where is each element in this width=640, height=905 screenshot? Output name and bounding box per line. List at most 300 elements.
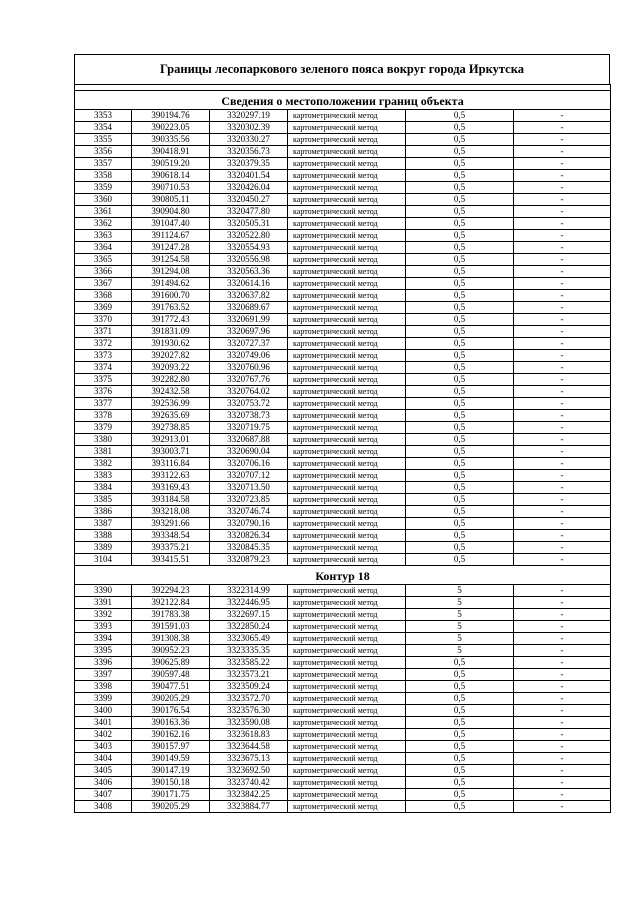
- note-cell: -: [514, 434, 611, 446]
- note-cell: -: [514, 134, 611, 146]
- point-number-cell: 3403: [75, 741, 132, 753]
- accuracy-cell: 0,5: [406, 542, 514, 554]
- table-row: [75, 542, 611, 554]
- document-title: Границы лесопаркового зеленого пояса вокруг города Иркутска: [160, 62, 524, 76]
- accuracy-cell: 0,5: [406, 374, 514, 386]
- accuracy-cell: 0,5: [406, 182, 514, 194]
- y-coordinate-cell: 3320554.93: [210, 242, 288, 254]
- x-coordinate-cell: 391763.52: [132, 302, 210, 314]
- note-cell: -: [514, 657, 611, 669]
- y-coordinate-cell: 3320330.27: [210, 134, 288, 146]
- table-row: [75, 506, 611, 518]
- table-row: [75, 386, 611, 398]
- x-coordinate-cell: 390597.48: [132, 669, 210, 681]
- x-coordinate-cell: 393218.08: [132, 506, 210, 518]
- x-coordinate-cell: 393122.63: [132, 470, 210, 482]
- accuracy-cell: 0,5: [406, 777, 514, 789]
- accuracy-cell: 5: [406, 585, 514, 597]
- note-cell: -: [514, 194, 611, 206]
- x-coordinate-cell: 390418.91: [132, 146, 210, 158]
- table-row: [75, 206, 611, 218]
- table-row: [75, 518, 611, 530]
- x-coordinate-cell: 391294.08: [132, 266, 210, 278]
- point-number-cell: 3357: [75, 158, 132, 170]
- note-cell: -: [514, 290, 611, 302]
- y-coordinate-cell: 3320746.74: [210, 506, 288, 518]
- note-cell: -: [514, 410, 611, 422]
- point-number-cell: 3371: [75, 326, 132, 338]
- x-coordinate-cell: 393375.21: [132, 542, 210, 554]
- x-coordinate-cell: 391930.62: [132, 338, 210, 350]
- accuracy-cell: 0,5: [406, 717, 514, 729]
- x-coordinate-cell: 391247.28: [132, 242, 210, 254]
- method-cell: картометрический метод: [288, 729, 406, 741]
- table-row: [75, 530, 611, 542]
- table-row: [75, 314, 611, 326]
- y-coordinate-cell: 3320738.73: [210, 410, 288, 422]
- x-coordinate-cell: 391047.40: [132, 218, 210, 230]
- method-cell: картометрический метод: [288, 506, 406, 518]
- method-cell: картометрический метод: [288, 158, 406, 170]
- y-coordinate-cell: 3322446.95: [210, 597, 288, 609]
- table-row: [75, 585, 611, 597]
- method-cell: картометрический метод: [288, 446, 406, 458]
- table-row: [75, 182, 611, 194]
- accuracy-cell: 5: [406, 645, 514, 657]
- accuracy-cell: 0,5: [406, 338, 514, 350]
- x-coordinate-cell: 390205.29: [132, 801, 210, 813]
- point-number-cell: 3407: [75, 789, 132, 801]
- method-cell: картометрический метод: [288, 470, 406, 482]
- y-coordinate-cell: 3320690.04: [210, 446, 288, 458]
- table-row: [75, 633, 611, 645]
- point-number-cell: 3382: [75, 458, 132, 470]
- note-cell: -: [514, 645, 611, 657]
- method-cell: картометрический метод: [288, 518, 406, 530]
- point-number-cell: 3370: [75, 314, 132, 326]
- note-cell: -: [514, 801, 611, 813]
- x-coordinate-cell: 390952.23: [132, 645, 210, 657]
- point-number-cell: 3367: [75, 278, 132, 290]
- x-coordinate-cell: 390223.05: [132, 122, 210, 134]
- accuracy-cell: 0,5: [406, 194, 514, 206]
- table-row: [75, 645, 611, 657]
- y-coordinate-cell: 3320845.35: [210, 542, 288, 554]
- method-cell: картометрический метод: [288, 398, 406, 410]
- note-cell: -: [514, 350, 611, 362]
- section-header-row: [75, 91, 611, 110]
- table-row: [75, 170, 611, 182]
- point-number-cell: 3390: [75, 585, 132, 597]
- point-number-cell: 3405: [75, 765, 132, 777]
- note-cell: -: [514, 542, 611, 554]
- note-cell: -: [514, 122, 611, 134]
- note-cell: -: [514, 789, 611, 801]
- method-cell: картометрический метод: [288, 669, 406, 681]
- x-coordinate-cell: 392738.85: [132, 422, 210, 434]
- method-cell: картометрический метод: [288, 657, 406, 669]
- table-row: [75, 717, 611, 729]
- y-coordinate-cell: 3320689.67: [210, 302, 288, 314]
- accuracy-cell: 0,5: [406, 398, 514, 410]
- accuracy-cell: 0,5: [406, 458, 514, 470]
- method-cell: картометрический метод: [288, 374, 406, 386]
- y-coordinate-cell: 3320556.98: [210, 254, 288, 266]
- note-cell: -: [514, 422, 611, 434]
- x-coordinate-cell: 392432.58: [132, 386, 210, 398]
- x-coordinate-cell: 392536.99: [132, 398, 210, 410]
- y-coordinate-cell: 3320753.72: [210, 398, 288, 410]
- note-cell: -: [514, 621, 611, 633]
- accuracy-cell: 0,5: [406, 290, 514, 302]
- point-number-cell: 3365: [75, 254, 132, 266]
- method-cell: картометрический метод: [288, 278, 406, 290]
- y-coordinate-cell: 3323572.70: [210, 693, 288, 705]
- x-coordinate-cell: 391600.70: [132, 290, 210, 302]
- y-coordinate-cell: 3320302.39: [210, 122, 288, 134]
- accuracy-cell: 0,5: [406, 422, 514, 434]
- method-cell: картометрический метод: [288, 350, 406, 362]
- table-row: [75, 350, 611, 362]
- point-number-cell: 3363: [75, 230, 132, 242]
- x-coordinate-cell: 393116.84: [132, 458, 210, 470]
- table-row: [75, 693, 611, 705]
- note-cell: -: [514, 314, 611, 326]
- note-cell: -: [514, 230, 611, 242]
- note-cell: -: [514, 110, 611, 122]
- accuracy-cell: 0,5: [406, 146, 514, 158]
- x-coordinate-cell: 392913.01: [132, 434, 210, 446]
- accuracy-cell: 0,5: [406, 242, 514, 254]
- point-number-cell: 3384: [75, 482, 132, 494]
- point-number-cell: 3397: [75, 669, 132, 681]
- table-row: [75, 609, 611, 621]
- point-number-cell: 3402: [75, 729, 132, 741]
- method-cell: картометрический метод: [288, 410, 406, 422]
- x-coordinate-cell: 391308.38: [132, 633, 210, 645]
- method-cell: картометрический метод: [288, 681, 406, 693]
- method-cell: картометрический метод: [288, 134, 406, 146]
- x-coordinate-cell: 391254.58: [132, 254, 210, 266]
- point-number-cell: 3359: [75, 182, 132, 194]
- table-row: [75, 801, 611, 813]
- x-coordinate-cell: 390519.20: [132, 158, 210, 170]
- contour-title: Контур 18: [75, 566, 611, 585]
- note-cell: -: [514, 681, 611, 693]
- method-cell: картометрический метод: [288, 585, 406, 597]
- x-coordinate-cell: 391783.38: [132, 609, 210, 621]
- note-cell: -: [514, 158, 611, 170]
- point-number-cell: 3104: [75, 554, 132, 566]
- table-row: [75, 765, 611, 777]
- method-cell: картометрический метод: [288, 530, 406, 542]
- table-row: [75, 326, 611, 338]
- x-coordinate-cell: 390149.59: [132, 753, 210, 765]
- accuracy-cell: 0,5: [406, 386, 514, 398]
- accuracy-cell: 0,5: [406, 789, 514, 801]
- x-coordinate-cell: 391591.03: [132, 621, 210, 633]
- note-cell: -: [514, 206, 611, 218]
- point-number-cell: 3368: [75, 290, 132, 302]
- point-number-cell: 3387: [75, 518, 132, 530]
- table-row: [75, 470, 611, 482]
- accuracy-cell: 0,5: [406, 434, 514, 446]
- method-cell: картометрический метод: [288, 554, 406, 566]
- table-row: [75, 422, 611, 434]
- point-number-cell: 3376: [75, 386, 132, 398]
- point-number-cell: 3396: [75, 657, 132, 669]
- note-cell: -: [514, 398, 611, 410]
- accuracy-cell: 0,5: [406, 170, 514, 182]
- table-row: [75, 134, 611, 146]
- accuracy-cell: 0,5: [406, 446, 514, 458]
- method-cell: картометрический метод: [288, 753, 406, 765]
- note-cell: -: [514, 729, 611, 741]
- document-title-box: [74, 54, 610, 84]
- accuracy-cell: 0,5: [406, 693, 514, 705]
- note-cell: -: [514, 530, 611, 542]
- method-cell: картометрический метод: [288, 717, 406, 729]
- method-cell: картометрический метод: [288, 110, 406, 122]
- note-cell: -: [514, 597, 611, 609]
- y-coordinate-cell: 3320713.50: [210, 482, 288, 494]
- table-row: [75, 621, 611, 633]
- y-coordinate-cell: 3320879.23: [210, 554, 288, 566]
- method-cell: картометрический метод: [288, 326, 406, 338]
- point-number-cell: 3362: [75, 218, 132, 230]
- note-cell: -: [514, 218, 611, 230]
- accuracy-cell: 0,5: [406, 314, 514, 326]
- table-row: [75, 789, 611, 801]
- point-number-cell: 3399: [75, 693, 132, 705]
- accuracy-cell: 0,5: [406, 681, 514, 693]
- accuracy-cell: 0,5: [406, 494, 514, 506]
- table-row: [75, 122, 611, 134]
- method-cell: картометрический метод: [288, 194, 406, 206]
- y-coordinate-cell: 3323573.21: [210, 669, 288, 681]
- table-row: [75, 753, 611, 765]
- method-cell: картометрический метод: [288, 789, 406, 801]
- table-row: [75, 230, 611, 242]
- table-row: [75, 597, 611, 609]
- note-cell: -: [514, 302, 611, 314]
- point-number-cell: 3379: [75, 422, 132, 434]
- accuracy-cell: 0,5: [406, 362, 514, 374]
- x-coordinate-cell: 391831.09: [132, 326, 210, 338]
- table-row: [75, 410, 611, 422]
- table-row: [75, 194, 611, 206]
- point-number-cell: 3361: [75, 206, 132, 218]
- y-coordinate-cell: 3323335.35: [210, 645, 288, 657]
- table-row: [75, 777, 611, 789]
- table-row: [75, 302, 611, 314]
- y-coordinate-cell: 3320826.34: [210, 530, 288, 542]
- note-cell: -: [514, 777, 611, 789]
- note-cell: -: [514, 470, 611, 482]
- y-coordinate-cell: 3320505.31: [210, 218, 288, 230]
- x-coordinate-cell: 390618.14: [132, 170, 210, 182]
- accuracy-cell: 0,5: [406, 110, 514, 122]
- note-cell: -: [514, 554, 611, 566]
- y-coordinate-cell: 3320707.12: [210, 470, 288, 482]
- accuracy-cell: 0,5: [406, 482, 514, 494]
- method-cell: картометрический метод: [288, 254, 406, 266]
- y-coordinate-cell: 3320477.80: [210, 206, 288, 218]
- note-cell: -: [514, 693, 611, 705]
- x-coordinate-cell: 392122.84: [132, 597, 210, 609]
- point-number-cell: 3377: [75, 398, 132, 410]
- x-coordinate-cell: 392282.80: [132, 374, 210, 386]
- y-coordinate-cell: 3320691.99: [210, 314, 288, 326]
- note-cell: -: [514, 146, 611, 158]
- method-cell: картометрический метод: [288, 482, 406, 494]
- point-number-cell: 3395: [75, 645, 132, 657]
- table-row: [75, 482, 611, 494]
- method-cell: картометрический метод: [288, 230, 406, 242]
- point-number-cell: 3404: [75, 753, 132, 765]
- accuracy-cell: 0,5: [406, 518, 514, 530]
- table-row: [75, 398, 611, 410]
- point-number-cell: 3406: [75, 777, 132, 789]
- accuracy-cell: 0,5: [406, 254, 514, 266]
- y-coordinate-cell: 3320401.54: [210, 170, 288, 182]
- note-cell: -: [514, 266, 611, 278]
- x-coordinate-cell: 390335.56: [132, 134, 210, 146]
- point-number-cell: 3372: [75, 338, 132, 350]
- y-coordinate-cell: 3320764.02: [210, 386, 288, 398]
- y-coordinate-cell: 3320297.19: [210, 110, 288, 122]
- point-number-cell: 3394: [75, 633, 132, 645]
- point-number-cell: 3380: [75, 434, 132, 446]
- point-number-cell: 3398: [75, 681, 132, 693]
- accuracy-cell: 0,5: [406, 158, 514, 170]
- x-coordinate-cell: 392294.23: [132, 585, 210, 597]
- y-coordinate-cell: 3320706.16: [210, 458, 288, 470]
- table-row: [75, 242, 611, 254]
- y-coordinate-cell: 3323692.50: [210, 765, 288, 777]
- method-cell: картометрический метод: [288, 338, 406, 350]
- method-cell: картометрический метод: [288, 801, 406, 813]
- note-cell: -: [514, 374, 611, 386]
- point-number-cell: 3356: [75, 146, 132, 158]
- point-number-cell: 3358: [75, 170, 132, 182]
- x-coordinate-cell: 390805.11: [132, 194, 210, 206]
- point-number-cell: 3354: [75, 122, 132, 134]
- accuracy-cell: 0,5: [406, 230, 514, 242]
- contour-header-row: [75, 566, 611, 585]
- accuracy-cell: 0,5: [406, 410, 514, 422]
- table-row: [75, 434, 611, 446]
- x-coordinate-cell: 390176.54: [132, 705, 210, 717]
- method-cell: картометрический метод: [288, 633, 406, 645]
- x-coordinate-cell: 393291.66: [132, 518, 210, 530]
- note-cell: -: [514, 765, 611, 777]
- accuracy-cell: 0,5: [406, 765, 514, 777]
- method-cell: картометрический метод: [288, 218, 406, 230]
- y-coordinate-cell: 3323842.25: [210, 789, 288, 801]
- x-coordinate-cell: 392027.82: [132, 350, 210, 362]
- table-row: [75, 158, 611, 170]
- table-body: [75, 85, 611, 813]
- note-cell: -: [514, 446, 611, 458]
- y-coordinate-cell: 3320790.16: [210, 518, 288, 530]
- point-number-cell: 3385: [75, 494, 132, 506]
- accuracy-cell: 0,5: [406, 705, 514, 717]
- table-row: [75, 110, 611, 122]
- point-number-cell: 3391: [75, 597, 132, 609]
- method-cell: картометрический метод: [288, 645, 406, 657]
- y-coordinate-cell: 3320563.36: [210, 266, 288, 278]
- accuracy-cell: 0,5: [406, 350, 514, 362]
- method-cell: картометрический метод: [288, 494, 406, 506]
- note-cell: -: [514, 633, 611, 645]
- method-cell: картометрический метод: [288, 314, 406, 326]
- note-cell: -: [514, 717, 611, 729]
- point-number-cell: 3401: [75, 717, 132, 729]
- method-cell: картометрический метод: [288, 266, 406, 278]
- method-cell: картометрический метод: [288, 206, 406, 218]
- note-cell: -: [514, 386, 611, 398]
- point-number-cell: 3388: [75, 530, 132, 542]
- accuracy-cell: 0,5: [406, 554, 514, 566]
- method-cell: картометрический метод: [288, 422, 406, 434]
- x-coordinate-cell: 393169.43: [132, 482, 210, 494]
- method-cell: картометрический метод: [288, 290, 406, 302]
- note-cell: -: [514, 326, 611, 338]
- method-cell: картометрический метод: [288, 362, 406, 374]
- method-cell: картометрический метод: [288, 741, 406, 753]
- accuracy-cell: 5: [406, 609, 514, 621]
- point-number-cell: 3378: [75, 410, 132, 422]
- note-cell: -: [514, 494, 611, 506]
- accuracy-cell: 5: [406, 621, 514, 633]
- point-number-cell: 3381: [75, 446, 132, 458]
- method-cell: картометрический метод: [288, 597, 406, 609]
- x-coordinate-cell: 393003.71: [132, 446, 210, 458]
- table-row: [75, 218, 611, 230]
- y-coordinate-cell: 3320356.73: [210, 146, 288, 158]
- accuracy-cell: 0,5: [406, 669, 514, 681]
- x-coordinate-cell: 390904.80: [132, 206, 210, 218]
- y-coordinate-cell: 3323509.24: [210, 681, 288, 693]
- point-number-cell: 3364: [75, 242, 132, 254]
- method-cell: картометрический метод: [288, 122, 406, 134]
- x-coordinate-cell: 393184.58: [132, 494, 210, 506]
- note-cell: -: [514, 182, 611, 194]
- table-row: [75, 338, 611, 350]
- note-cell: -: [514, 482, 611, 494]
- point-number-cell: 3374: [75, 362, 132, 374]
- y-coordinate-cell: 3322697.15: [210, 609, 288, 621]
- accuracy-cell: 0,5: [406, 266, 514, 278]
- x-coordinate-cell: 390147.19: [132, 765, 210, 777]
- y-coordinate-cell: 3320719.75: [210, 422, 288, 434]
- table-row: [75, 494, 611, 506]
- method-cell: картометрический метод: [288, 609, 406, 621]
- table-row: [75, 657, 611, 669]
- table-row: [75, 278, 611, 290]
- y-coordinate-cell: 3320637.82: [210, 290, 288, 302]
- y-coordinate-cell: 3320522.80: [210, 230, 288, 242]
- y-coordinate-cell: 3320697.96: [210, 326, 288, 338]
- note-cell: -: [514, 242, 611, 254]
- method-cell: картометрический метод: [288, 170, 406, 182]
- coordinates-table: [74, 84, 611, 813]
- y-coordinate-cell: 3323590.08: [210, 717, 288, 729]
- point-number-cell: 3360: [75, 194, 132, 206]
- method-cell: картометрический метод: [288, 542, 406, 554]
- method-cell: картометрический метод: [288, 386, 406, 398]
